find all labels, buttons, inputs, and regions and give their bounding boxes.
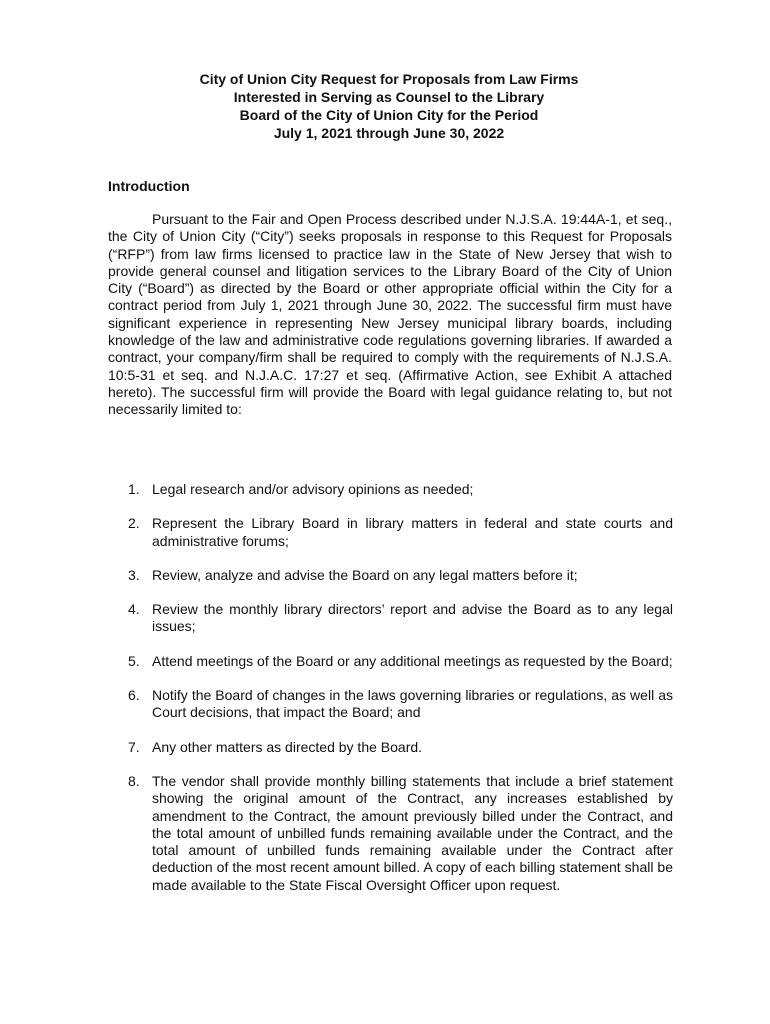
- list-item-text: Any other matters as directed by the Board.: [152, 738, 423, 755]
- list-item-number: 3.: [128, 566, 140, 583]
- document-title: [0, 70, 770, 142]
- section-heading-introduction: Introduction: [108, 178, 190, 194]
- list-item-text: Legal research and/or advisory opinions as needed;: [152, 481, 474, 497]
- title-line: July 1, 2021 through June 30, 2022: [273, 125, 505, 141]
- list-item-number: 7.: [128, 738, 140, 755]
- title-line: City of Union City Request for Proposals from Law Firms: [199, 71, 579, 87]
- list-item-text: Attend meetings of the Board or any additional meetings as requested by the Board;: [152, 652, 673, 669]
- list-item-text: Review, analyze and advise the Board on any legal matters before it;: [152, 566, 578, 583]
- list-item-number: 2.: [128, 515, 140, 532]
- list-item: [0, 653, 770, 670]
- list-item-text: Review the monthly library directors’ report and advise the Board as to any legal issues;: [152, 601, 673, 635]
- list-item-text: Represent the Library Board in library matters in federal and state courts and administrative forums;: [152, 515, 673, 549]
- intro-paragraph: Pursuant to the Fair and Open Process described under N.J.S.A. 19:44A-1, et seq., the City of Union City (“City”) seeks proposals in response to this Request for Proposals (“RFP”) from law firms licensed to practice law in the State of New Jersey that wish to provide general counsel and litigation services to the Library Board of the City of Union City (“Board”) as directed by the Board or other appropriate official within the City for a contract period from July 1, 2021 through June 30, 2022. The successful firm must have significant experience in representing New Jersey municipal library boards, including knowledge of the law and administrative code regulations governing libraries. If awarded a contract, your company/firm shall be required to comply with the requirements of N.J.S.A. 10:5-31 et seq. and N.J.A.C. 17:27 et seq. (Affirmative Action, see Exhibit A attached hereto). The successful firm will provide the Board with legal guidance relating to, but not necessarily limited to:: [108, 211, 672, 418]
- title-line: Interested in Serving as Counsel to the Library: [233, 89, 545, 105]
- list-item-text: Notify the Board of changes in the laws governing libraries or regulations, as well as Court decisions, that impact the Board; and: [152, 687, 673, 721]
- list-item-text: The vendor shall provide monthly billing statements that include a brief statement showing the original amount of the Contract, any increases established by amendment to the Contract, the amount previously billed under the Contract, and the total amount of unbilled funds remaining available under the Contract, and the total amount of unbilled funds remaining available under the Contract after deduction of the most recent amount billed. A copy of each billing statement shall be made available to the State Fiscal Oversight Officer upon request.: [152, 772, 673, 893]
- list-item: [0, 739, 770, 756]
- list-item: [0, 687, 770, 722]
- list-item: [0, 481, 770, 498]
- list-item: [0, 515, 770, 550]
- list-item-number: 1.: [128, 481, 140, 497]
- list-item-number: 8.: [128, 772, 140, 789]
- list-item-number: 6.: [128, 687, 140, 704]
- title-line: Board of the City of Union City for the Period: [239, 107, 539, 123]
- list-item: [0, 601, 770, 636]
- list-item: [0, 773, 770, 894]
- list-item-number: 5.: [128, 652, 140, 669]
- services-list: [0, 481, 770, 911]
- list-item-number: 4.: [128, 601, 140, 618]
- list-item: [0, 567, 770, 584]
